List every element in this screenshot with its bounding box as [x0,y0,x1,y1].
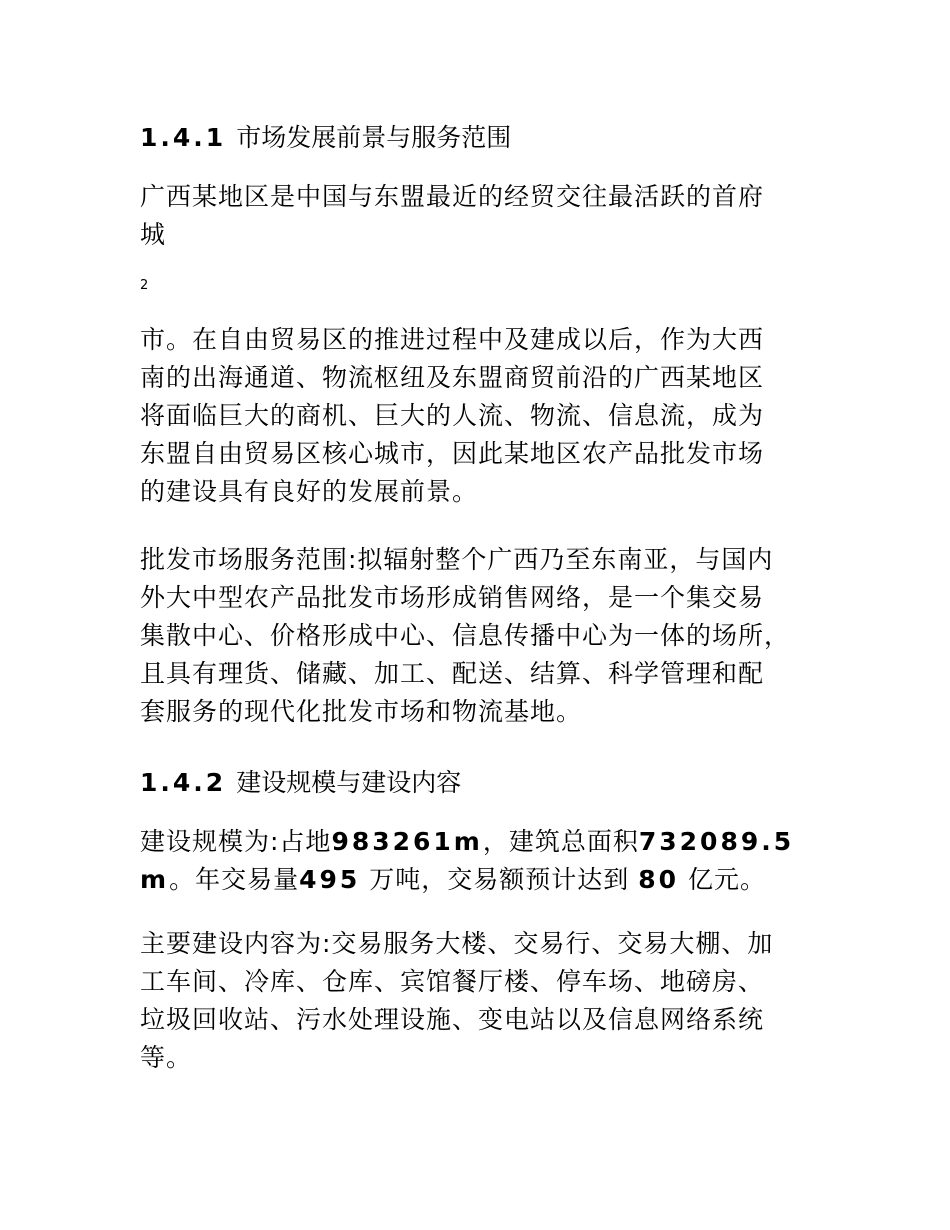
page-number: 2 [140,278,149,293]
paragraph-line [140,861,812,899]
trade-value: 80 [638,865,679,894]
section-heading-1-4-1 [140,120,511,156]
annual-volume-value: 495 [299,865,361,894]
building-area-unit: m [140,865,170,894]
paragraph-line: 集散中心、价格形成中心、信息传播中心为一体的场所， [140,621,791,650]
paragraph-prospects [140,321,812,511]
paragraph-line: 的建设具有良好的发展前景。 [140,477,479,506]
section-title: 市场发展前景与服务范围 [236,123,512,152]
paragraph-line: 套服务的现代化批发市场和物流基地。 [140,697,583,726]
text-fragment: 万吨，交易额预计达到 [369,865,630,894]
paragraph-construction-content [140,925,812,1077]
paragraph-line: 且具有理货、储藏、加工、配送、结算、科学管理和配 [140,659,765,688]
text-fragment: ，建筑总面积 [482,827,639,856]
paragraph-service-scope [140,541,812,731]
paragraph-line: 城 [140,220,167,249]
building-area-value: 732089.5 [638,827,795,856]
paragraph-line: 南的出海通道、物流枢纽及东盟商贸前沿的广西某地区 [140,363,765,392]
section-heading-1-4-2 [140,765,461,801]
paragraph-line: 外大中型农产品批发市场形成销售网络，是一个集交易 [140,583,765,612]
paragraph-line: 主要建设内容为:交易服务大楼、交易行、交易大棚、加 [140,929,774,958]
text-fragment: 亿元。 [687,865,766,894]
land-area-value: 983261m [331,827,483,856]
section-number: 1.4.1 [140,123,227,152]
paragraph-line: 广西某地区是中国与东盟最近的经贸交往最活跃的首府 [140,182,765,211]
text-fragment: 建设规模为:占地 [140,827,332,856]
paragraph-line: 批发市场服务范围:拟辐射整个广西乃至东南亚，与国内 [140,545,774,574]
section-number: 1.4.2 [140,768,227,797]
paragraph-line: 将面临巨大的商机、巨大的人流、物流、信息流，成为 [140,401,765,430]
paragraph-line: 垃圾回收站、污水处理设施、变电站以及信息网络系统 [140,1005,765,1034]
paragraph-line: 东盟自由贸易区核心城市，因此某地区农产品批发市场 [140,439,765,468]
paragraph-line: 市。在自由贸易区的推进过程中及建成以后，作为大西 [140,325,765,354]
paragraph-line: 工车间、冷库、仓库、宾馆餐厅楼、停车场、地磅房、 [140,967,765,996]
text-fragment: 。年交易量 [169,865,300,894]
paragraph-construction-scale [140,823,812,899]
paragraph-line: 等。 [140,1043,193,1072]
section-title: 建设规模与建设内容 [236,768,462,797]
paragraph-intro [140,178,812,254]
paragraph-line [140,823,812,861]
